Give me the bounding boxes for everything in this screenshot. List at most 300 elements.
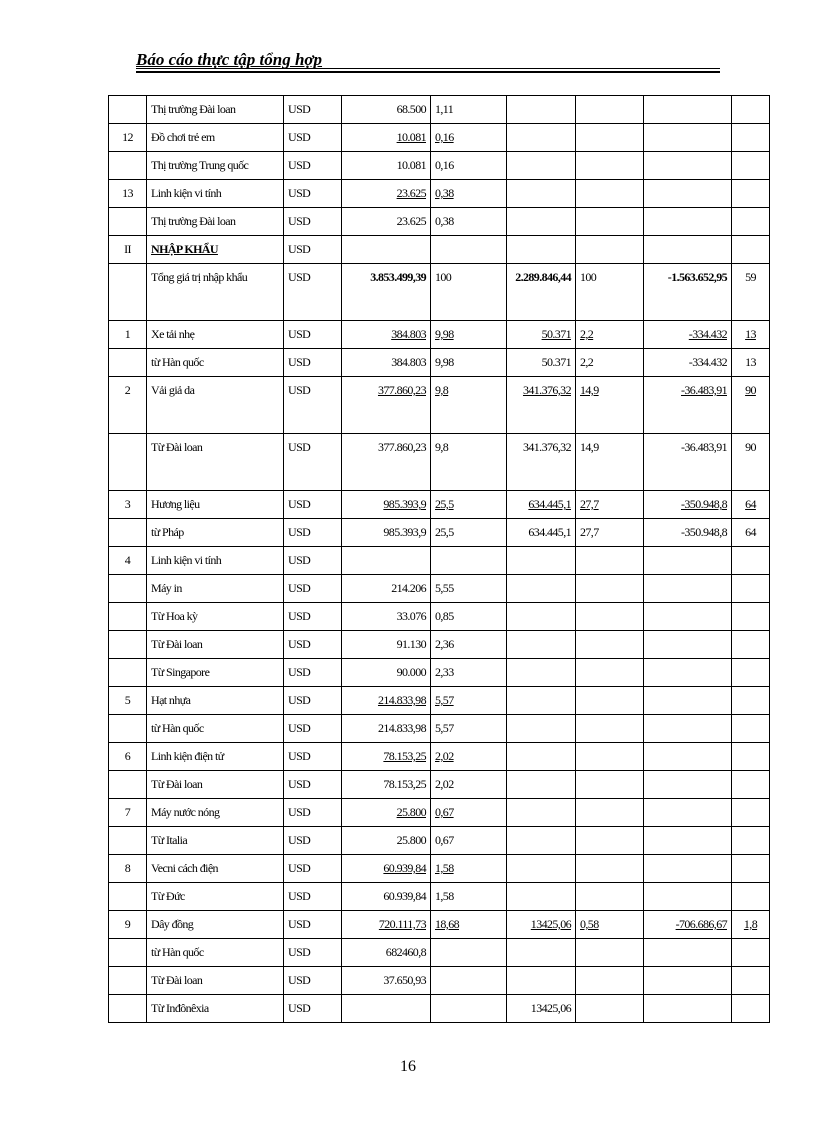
cell-text: 214.833,98 (377, 693, 426, 707)
cell-v3 (644, 659, 732, 687)
cell-text: 2,36 (435, 637, 454, 651)
cell-p1 (431, 236, 507, 264)
cell-text: Đồ chơi trẻ em (151, 130, 215, 144)
table-row (109, 939, 770, 967)
table-row (109, 519, 770, 547)
cell-unit (284, 799, 342, 827)
cell-v3 (644, 939, 732, 967)
cell-v3 (644, 264, 732, 321)
cell-text: USD (288, 721, 311, 735)
cell-v2 (507, 434, 576, 491)
cell-p3 (732, 236, 770, 264)
cell-text: 9,8 (435, 440, 449, 454)
cell-text: Linh kiện vi tính (151, 186, 222, 200)
cell-name (147, 349, 284, 377)
cell-name (147, 208, 284, 236)
page-header (136, 50, 720, 72)
table-row (109, 349, 770, 377)
cell-text: 2,2 (580, 355, 594, 369)
cell-text: Linh kiện điện tử (151, 749, 224, 763)
cell-p1 (431, 911, 507, 939)
cell-text: 0,38 (435, 186, 454, 200)
cell-text: 50.371 (541, 327, 571, 341)
cell-text: 13425,06 (530, 917, 571, 931)
table-row (109, 715, 770, 743)
cell-text: 377.860,23 (377, 440, 426, 454)
cell-v3 (644, 180, 732, 208)
cell-no (109, 631, 147, 659)
cell-p1 (431, 491, 507, 519)
cell-text: 1,58 (435, 889, 454, 903)
cell-p1 (431, 434, 507, 491)
cell-name (147, 827, 284, 855)
cell-text: 5,55 (435, 581, 454, 595)
cell-text: Thị trường Đài loan (151, 102, 236, 116)
cell-text: USD (288, 861, 311, 875)
cell-text: 13425,06 (530, 1001, 571, 1015)
cell-text: 23.625 (396, 214, 426, 228)
cell-v1 (342, 152, 431, 180)
cell-unit (284, 264, 342, 321)
cell-p1 (431, 180, 507, 208)
cell-p1 (431, 743, 507, 771)
cell-text: Từ Đài loan (151, 973, 203, 987)
cell-unit (284, 855, 342, 883)
cell-v2 (507, 855, 576, 883)
cell-text: 27,7 (580, 497, 599, 511)
cell-text: USD (288, 130, 311, 144)
cell-no (109, 855, 147, 883)
table-row (109, 883, 770, 911)
cell-no (109, 771, 147, 799)
cell-p2 (576, 519, 644, 547)
cell-no (109, 434, 147, 491)
cell-v1 (342, 208, 431, 236)
cell-text: 68.500 (396, 102, 426, 116)
cell-text: 0,58 (580, 917, 599, 931)
cell-text: -1.563.652,95 (667, 270, 727, 284)
cell-text: 60.939,84 (383, 861, 426, 875)
table-row (109, 321, 770, 349)
cell-name (147, 519, 284, 547)
cell-text: 13 (745, 327, 756, 341)
table-row (109, 208, 770, 236)
cell-text: Máy in (151, 581, 182, 595)
cell-no (109, 967, 147, 995)
cell-p1 (431, 995, 507, 1023)
cell-v3 (644, 575, 732, 603)
cell-text: 0,16 (435, 158, 454, 172)
cell-text: II (124, 242, 131, 256)
cell-text: 33.076 (396, 609, 426, 623)
cell-v2 (507, 911, 576, 939)
cell-v2 (507, 743, 576, 771)
cell-v2 (507, 491, 576, 519)
cell-unit (284, 995, 342, 1023)
cell-text: 25.800 (396, 833, 426, 847)
cell-unit (284, 939, 342, 967)
cell-p3 (732, 603, 770, 631)
cell-text: 50.371 (541, 355, 571, 369)
cell-v3 (644, 434, 732, 491)
cell-text: 37.650,93 (383, 973, 426, 987)
cell-p2 (576, 631, 644, 659)
cell-unit (284, 434, 342, 491)
cell-text: USD (288, 1001, 311, 1015)
cell-text: USD (288, 917, 311, 931)
cell-name (147, 264, 284, 321)
cell-text: USD (288, 355, 311, 369)
cell-text: USD (288, 609, 311, 623)
cell-text: USD (288, 805, 311, 819)
cell-no (109, 547, 147, 575)
cell-v2 (507, 180, 576, 208)
cell-no (109, 687, 147, 715)
cell-name (147, 180, 284, 208)
cell-p2 (576, 659, 644, 687)
cell-p2 (576, 180, 644, 208)
cell-text: USD (288, 749, 311, 763)
cell-name (147, 547, 284, 575)
cell-v3 (644, 349, 732, 377)
cell-text: USD (288, 973, 311, 987)
cell-text: 1,58 (435, 861, 454, 875)
cell-v1 (342, 743, 431, 771)
cell-unit (284, 547, 342, 575)
cell-p1 (431, 208, 507, 236)
cell-p3 (732, 547, 770, 575)
cell-text: USD (288, 833, 311, 847)
cell-text: 0,38 (435, 214, 454, 228)
cell-v2 (507, 771, 576, 799)
cell-name (147, 995, 284, 1023)
cell-p2 (576, 687, 644, 715)
cell-text: Dây đồng (151, 917, 194, 931)
cell-p3 (732, 321, 770, 349)
cell-no (109, 264, 147, 321)
cell-p1 (431, 799, 507, 827)
cell-name (147, 434, 284, 491)
cell-text: 7 (124, 805, 131, 819)
table-row (109, 743, 770, 771)
cell-v2 (507, 939, 576, 967)
cell-text: Xe tải nhẹ (151, 327, 195, 341)
cell-v1 (342, 124, 431, 152)
cell-text: 377.860,23 (377, 383, 426, 397)
import-export-table (108, 95, 770, 1023)
table-row (109, 687, 770, 715)
cell-text: 341.376,32 (522, 383, 571, 397)
cell-text: 3.853.499,39 (370, 270, 426, 284)
cell-text: -706.686,67 (675, 917, 727, 931)
cell-p3 (732, 180, 770, 208)
cell-v3 (644, 519, 732, 547)
cell-text: USD (288, 525, 311, 539)
cell-text: Vải giả da (151, 383, 195, 397)
cell-name (147, 321, 284, 349)
cell-v2 (507, 799, 576, 827)
cell-v3 (644, 855, 732, 883)
cell-p2 (576, 349, 644, 377)
cell-p2 (576, 603, 644, 631)
cell-v2 (507, 967, 576, 995)
cell-text: 2,02 (435, 749, 454, 763)
cell-v1 (342, 799, 431, 827)
cell-no (109, 911, 147, 939)
cell-p3 (732, 827, 770, 855)
cell-v1 (342, 855, 431, 883)
cell-text: Từ Đài loan (151, 637, 203, 651)
cell-no (109, 96, 147, 124)
cell-p1 (431, 124, 507, 152)
cell-unit (284, 519, 342, 547)
cell-v1 (342, 264, 431, 321)
cell-p3 (732, 855, 770, 883)
cell-p3 (732, 575, 770, 603)
cell-p1 (431, 264, 507, 321)
cell-v1 (342, 491, 431, 519)
cell-text: 90.000 (396, 665, 426, 679)
cell-text: 23.625 (396, 186, 426, 200)
table-row (109, 603, 770, 631)
cell-text: 27,7 (580, 525, 599, 539)
cell-v1 (342, 995, 431, 1023)
cell-v2 (507, 547, 576, 575)
cell-text: từ Hàn quốc (151, 355, 204, 369)
cell-text: Thị trường Đài loan (151, 214, 236, 228)
cell-text: USD (288, 102, 311, 116)
cell-text: 1,11 (435, 102, 454, 116)
cell-text: 12 (122, 130, 133, 144)
cell-no (109, 995, 147, 1023)
cell-v3 (644, 883, 732, 911)
cell-p3 (732, 349, 770, 377)
cell-text: 14,9 (580, 440, 599, 454)
cell-name (147, 967, 284, 995)
cell-unit (284, 715, 342, 743)
cell-v3 (644, 995, 732, 1023)
cell-p3 (732, 911, 770, 939)
cell-p2 (576, 547, 644, 575)
cell-p2 (576, 321, 644, 349)
cell-v2 (507, 883, 576, 911)
cell-text: 90 (745, 440, 756, 454)
cell-unit (284, 743, 342, 771)
cell-p2 (576, 264, 644, 321)
cell-text: USD (288, 497, 311, 511)
cell-v2 (507, 631, 576, 659)
cell-text: Từ Hoa kỳ (151, 609, 198, 623)
cell-name (147, 659, 284, 687)
cell-v3 (644, 687, 732, 715)
cell-text: USD (288, 581, 311, 595)
table-row (109, 911, 770, 939)
cell-p3 (732, 687, 770, 715)
cell-p2 (576, 771, 644, 799)
cell-text: 13 (122, 186, 133, 200)
cell-p1 (431, 827, 507, 855)
cell-text: 78.153,25 (383, 749, 426, 763)
header-rule-double (136, 71, 720, 73)
cell-v2 (507, 236, 576, 264)
cell-unit (284, 967, 342, 995)
cell-text: 78.153,25 (383, 777, 426, 791)
cell-text: 214.833,98 (377, 721, 426, 735)
cell-no (109, 236, 147, 264)
cell-v3 (644, 771, 732, 799)
cell-text: Hạt nhựa (151, 693, 191, 707)
cell-text: USD (288, 242, 311, 256)
cell-v3 (644, 321, 732, 349)
cell-text: 0,67 (435, 805, 454, 819)
cell-p1 (431, 603, 507, 631)
cell-text: 0,16 (435, 130, 454, 144)
cell-text: NHẬP KHẨU (151, 242, 218, 256)
cell-text: 60.939,84 (383, 889, 426, 903)
cell-text: 2 (124, 383, 131, 397)
cell-text: 1,8 (743, 917, 758, 931)
cell-text: 9,98 (435, 327, 454, 341)
cell-p2 (576, 575, 644, 603)
cell-p3 (732, 939, 770, 967)
cell-no (109, 939, 147, 967)
cell-text: 720.111,73 (378, 917, 426, 931)
cell-text: Từ Singapore (151, 665, 210, 679)
cell-text: 5,57 (435, 721, 454, 735)
cell-unit (284, 911, 342, 939)
table-row (109, 264, 770, 321)
table-row (109, 377, 770, 434)
cell-text: USD (288, 945, 311, 959)
cell-p2 (576, 434, 644, 491)
cell-p2 (576, 208, 644, 236)
cell-p3 (732, 743, 770, 771)
header-rule (136, 68, 720, 69)
cell-text: 6 (124, 749, 131, 763)
cell-text: 2.289.846,44 (515, 270, 571, 284)
cell-text: 384.803 (391, 327, 426, 341)
cell-name (147, 124, 284, 152)
cell-p1 (431, 575, 507, 603)
cell-text: USD (288, 158, 311, 172)
cell-p2 (576, 152, 644, 180)
cell-text: -334.432 (688, 355, 727, 369)
cell-no (109, 208, 147, 236)
cell-v3 (644, 827, 732, 855)
cell-unit (284, 124, 342, 152)
cell-v2 (507, 377, 576, 434)
cell-p1 (431, 152, 507, 180)
cell-no (109, 715, 147, 743)
cell-text: USD (288, 186, 311, 200)
table-row (109, 659, 770, 687)
cell-v2 (507, 264, 576, 321)
table-row (109, 995, 770, 1023)
cell-text: Từ Đài loan (151, 777, 203, 791)
cell-p3 (732, 96, 770, 124)
cell-text: 9,98 (435, 355, 454, 369)
cell-no (109, 377, 147, 434)
cell-v2 (507, 659, 576, 687)
cell-text: -350.948,8 (681, 497, 727, 511)
cell-p3 (732, 264, 770, 321)
cell-unit (284, 491, 342, 519)
cell-text: 0,85 (435, 609, 454, 623)
cell-text: 384.803 (391, 355, 426, 369)
cell-p2 (576, 96, 644, 124)
cell-text: USD (288, 383, 311, 397)
cell-text: 0,67 (435, 833, 454, 847)
table-row (109, 96, 770, 124)
cell-v3 (644, 547, 732, 575)
cell-name (147, 575, 284, 603)
cell-text: 14,9 (580, 383, 599, 397)
cell-name (147, 631, 284, 659)
table-row (109, 124, 770, 152)
cell-no (109, 321, 147, 349)
cell-no (109, 743, 147, 771)
cell-p3 (732, 967, 770, 995)
cell-text: Tổng giá trị nhập khẩu (151, 270, 248, 284)
cell-unit (284, 152, 342, 180)
cell-v1 (342, 96, 431, 124)
cell-text: Hương liệu (151, 497, 200, 511)
cell-text: 10.081 (396, 130, 426, 144)
header-title: Báo cáo thực tập tổng hợp (136, 50, 323, 69)
cell-unit (284, 180, 342, 208)
cell-p2 (576, 491, 644, 519)
cell-p1 (431, 631, 507, 659)
cell-text: -334.432 (688, 327, 727, 341)
cell-text: USD (288, 693, 311, 707)
cell-v3 (644, 377, 732, 434)
cell-text: 8 (124, 861, 131, 875)
cell-v2 (507, 603, 576, 631)
cell-text: 25,5 (435, 525, 454, 539)
cell-unit (284, 771, 342, 799)
cell-name (147, 855, 284, 883)
cell-v2 (507, 96, 576, 124)
cell-v2 (507, 152, 576, 180)
cell-name (147, 603, 284, 631)
cell-name (147, 377, 284, 434)
cell-text: 2,02 (435, 777, 454, 791)
cell-text: 100 (435, 270, 452, 284)
cell-text: 4 (124, 553, 131, 567)
cell-v3 (644, 96, 732, 124)
table-row (109, 152, 770, 180)
cell-text: 10.081 (396, 158, 426, 172)
table-row (109, 631, 770, 659)
cell-unit (284, 349, 342, 377)
cell-v3 (644, 603, 732, 631)
table-row (109, 855, 770, 883)
cell-v1 (342, 434, 431, 491)
cell-text: -36.483,91 (681, 440, 727, 454)
cell-v2 (507, 995, 576, 1023)
cell-v1 (342, 967, 431, 995)
cell-text: USD (288, 777, 311, 791)
cell-text: USD (288, 637, 311, 651)
cell-unit (284, 631, 342, 659)
cell-text: USD (288, 270, 311, 284)
cell-unit (284, 377, 342, 434)
cell-v2 (507, 575, 576, 603)
cell-v3 (644, 715, 732, 743)
cell-name (147, 771, 284, 799)
cell-v1 (342, 603, 431, 631)
cell-text: 985.393,9 (383, 525, 426, 539)
